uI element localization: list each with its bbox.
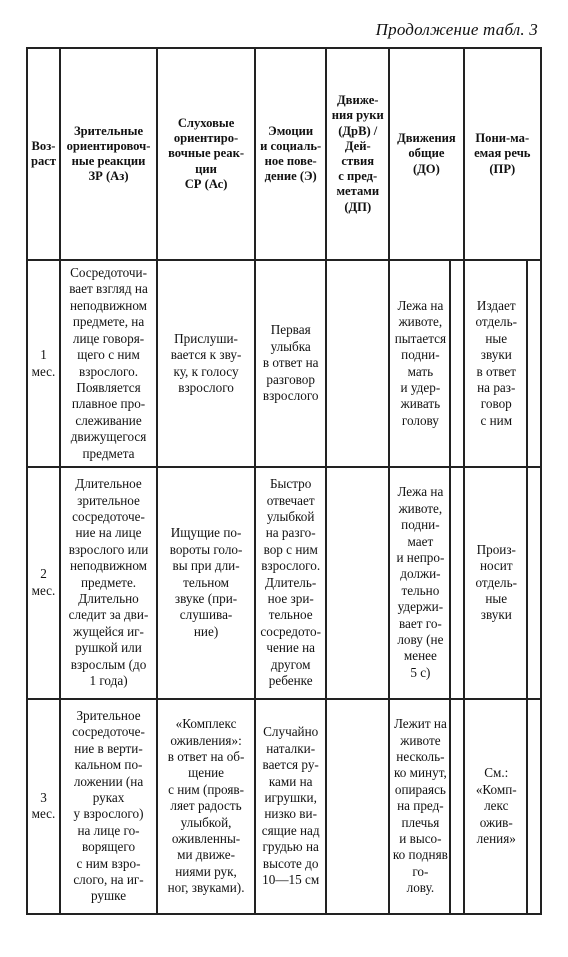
cell-auditory: Ищущие по- вороты голо- вы при дли- тельном звуке (при- слушива- ние) [157,467,255,699]
cell-speech-text: Произ- носит отдель- ные звуки [475,541,518,623]
cell-emotions: Быстро отвечает улыбкой на разго- вор с ним взрослого. Длитель- ное зри- тельное сосредото- чение на другом ребенке [255,467,326,699]
development-table [26,47,542,915]
cell-general-movements [389,467,463,699]
cell-visual: Длительное зрительное сосредоточе- ние на лице взрослого или неподвижном предмете. Длительно следит за дви- жущейся иг- рушкой или взрослым (до 1 года) [60,467,157,699]
header-general-movements: Движения общие (ДО) [389,48,463,260]
header-auditory-reactions: Слуховые ориентиро- вочные реак- ции СР (Ас) [157,48,255,260]
cell-general-movements [389,260,463,467]
header-age: Воз- раст [27,48,60,260]
cell-emotions: Случайно наталки- вается ру- ками на игрушки, низко ви- сящие над грудью на высоте до 10—15 см [255,699,326,914]
cell-auditory: Прислуши- вается к зву- ку, к голосу взрослого [157,260,255,467]
cell-divider [526,261,538,466]
table-header-row [27,48,541,260]
table-row [27,699,541,914]
header-visual-reactions: Зрительные ориентировоч- ные реакции ЗР (Аз) [60,48,157,260]
table-row [27,467,541,699]
cell-speech [464,467,541,699]
cell-speech-text: Издает отдель- ные звуки в ответ на раз- говор с ним [475,297,518,428]
cell-divider [449,700,461,913]
header-emotions: Эмоции и социаль- ное пове- дение (Э) [255,48,326,260]
table-row [27,260,541,467]
cell-divider [449,468,461,698]
cell-general-movements-text: Лежа на животе, пытается подни- мать и удер- живать голову [394,297,447,428]
cell-hand [326,467,389,699]
cell-visual: Зрительное сосредоточе- ние в верти- кальном по- ложении (на руках у взрослого) на лице го- ворящего с ним взро- слого, на иг- рушке [60,699,157,914]
cell-speech [464,699,541,914]
cell-divider [449,261,461,466]
table-caption: Продолжение табл. 3 [375,20,538,39]
header-understood-speech: Пони-ма- емая речь (ПР) [464,48,541,260]
cell-divider [526,468,538,698]
cell-age: 3 мес. [27,699,60,914]
cell-age: 1 мес. [27,260,60,467]
cell-general-movements-text: Лежит на животе несколь- ко минут, опираясь на пред- плечья и высо- ко подняв го- лову. [392,716,448,896]
cell-hand [326,699,389,914]
header-hand-movements: Движе- ния руки (ДрВ) / Дей- ствия с пред- метами (ДП) [326,48,389,260]
cell-general-movements [389,699,463,914]
cell-divider [526,700,538,913]
cell-hand [326,260,389,467]
cell-auditory: «Комплекс оживления»: в ответ на об- щение с ним (прояв- ляет радость улыбкой, оживленны- ми движе- ниями рук, ног, звуками). [157,699,255,914]
cell-visual: Сосредоточи- вает взгляд на неподвижном предмете, на лице говоря- щего с ним взрослого. Появляется плавное про- слеживание движущегося предмета [60,260,157,467]
cell-speech [464,260,541,467]
cell-age: 2 мес. [27,467,60,699]
cell-general-movements-text: Лежа на животе, подни- мает и непро- должи- тельно удержи- вает го- лову (не менее 5 с) [396,484,445,680]
cell-speech-text: См.: «Комп- лекс ожив- ления» [475,765,517,846]
cell-emotions: Первая улыбка в ответ на разговор взрослого [255,260,326,467]
